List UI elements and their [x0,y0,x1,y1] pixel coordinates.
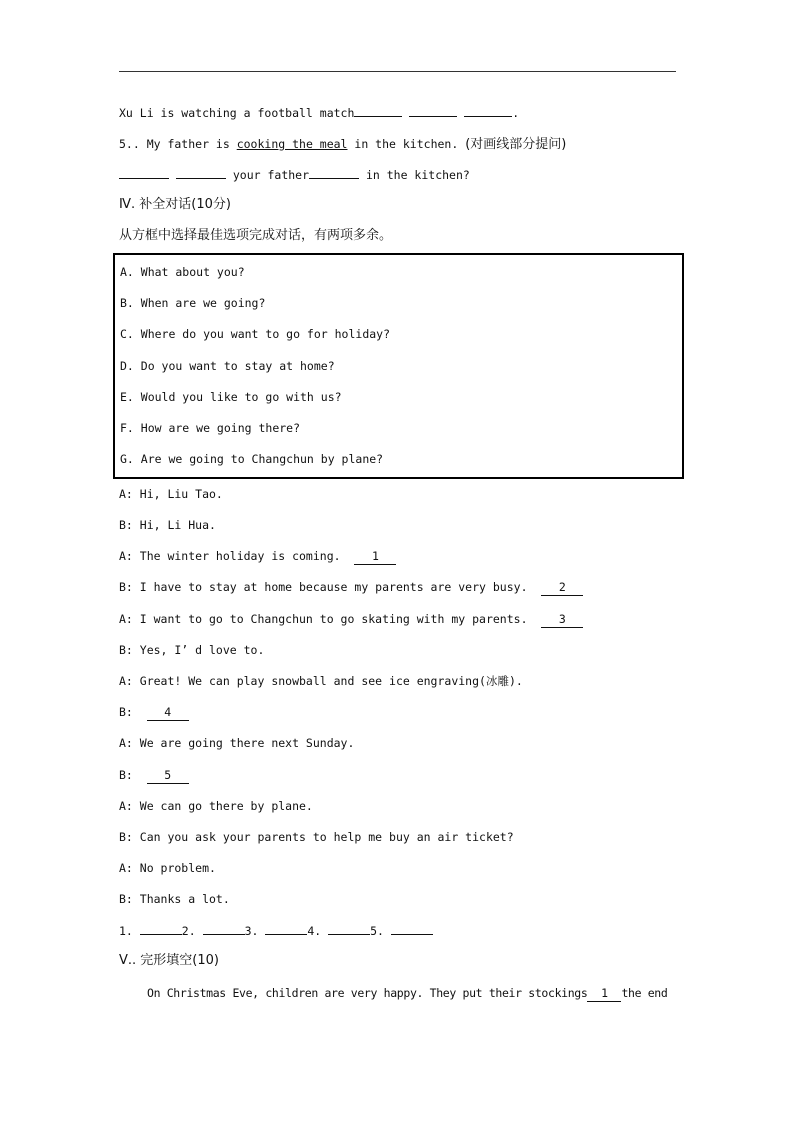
dialogue-line: A: We can go there by plane. [119,799,313,813]
answer-blank[interactable] [464,105,512,117]
answer-blank[interactable] [119,167,169,179]
dialogue-text: B: [119,705,140,719]
dialogue-blank-5[interactable]: 5 [147,767,189,784]
dialogue-line: B: Can you ask your parents to help me buy an air ticket? [119,830,514,844]
dialogue-line: A: No problem. [119,861,216,875]
dialogue-text: A: The winter holiday is coming. [119,549,348,563]
option-a: A. What about you? [120,265,245,279]
dialogue-line: A: We are going there next Sunday. [119,736,355,750]
q5-answer-end: in the kitchen? [359,168,470,182]
dialogue-line: B: Yes, I’ d love to. [119,643,265,657]
q5-question [119,136,566,153]
option-b: B. When are we going? [120,296,266,310]
dialogue-text: B: [119,768,140,782]
answer-blank[interactable] [203,923,245,935]
dialogue-line: B: Hi, Li Hua. [119,518,216,532]
header-rule [119,71,676,72]
answer-number: 5. [370,924,391,938]
dialogue-blank-2[interactable]: 2 [541,579,583,596]
dialogue-text: B: I have to stay at home because my parents are very busy. [119,580,535,594]
answer-blank[interactable] [391,923,433,935]
dialogue-blank-3[interactable]: 3 [541,611,583,628]
section5-title: Ⅴ.. 完形填空(10) [119,953,219,968]
options-box [113,253,684,479]
answer-blank[interactable] [140,923,182,935]
option-c: C. Where do you want to go for holiday? [120,327,391,341]
answer-line [119,923,433,939]
dialogue-text: A: I want to go to Changchun to go skating with my parents. [119,612,535,626]
option-d: D. Do you want to stay at home? [120,359,335,373]
dialogue-line [119,611,583,628]
q5-note: (对画线部分提问) [465,137,567,152]
section4-title: Ⅳ. 补全对话(10分) [119,197,231,212]
answer-blank[interactable] [309,167,359,179]
dialogue-line [119,767,189,784]
option-g: G. Are we going to Changchun by plane? [120,452,384,466]
answer-blank[interactable] [176,167,226,179]
option-f: F. How are we going there? [120,421,301,435]
q5-answer-line [119,167,470,183]
section5-paragraph [147,985,667,1002]
answer-blank[interactable] [265,923,307,935]
dialogue-line: A: Great! We can play snowball and see ice engraving(冰雕). [119,674,523,688]
dialogue-line [119,704,189,721]
q4-answer-text: Xu Li is watching a football match [119,106,355,120]
section4-instruction: 从方框中选择最佳选项完成对话，有两项多余。 [119,228,393,243]
answer-number: 4. [307,924,329,938]
answer-blank[interactable] [409,105,457,117]
answer-number: 3. [244,924,266,938]
cloze-blank-1[interactable]: 1 [587,985,621,1002]
dialogue-line [119,579,583,596]
answer-blank[interactable] [354,105,402,117]
paragraph-text: the end [621,986,668,1000]
dialogue-line [119,548,396,565]
paragraph-text: On Christmas Eve, children are very happy. They put their stockings [147,986,588,1000]
answer-number: 1. [119,924,140,938]
dialogue-blank-4[interactable]: 4 [147,704,189,721]
answer-number: 2. [181,924,203,938]
q5-prefix: 5.. My father is [119,137,237,151]
q4-answer-line: Xu Li is watching a football match . [119,106,520,120]
dialogue-line: B: Thanks a lot. [119,892,230,906]
q5-underlined-phrase: cooking the meal [236,137,348,151]
dialogue-line: A: Hi, Liu Tao. [119,487,223,501]
q5-suffix: in the kitchen. [347,137,466,151]
q5-answer-mid: your father [225,168,310,182]
answer-blank[interactable] [328,923,370,935]
option-e: E. Would you like to go with us? [120,390,342,404]
dialogue-blank-1[interactable]: 1 [354,548,396,565]
